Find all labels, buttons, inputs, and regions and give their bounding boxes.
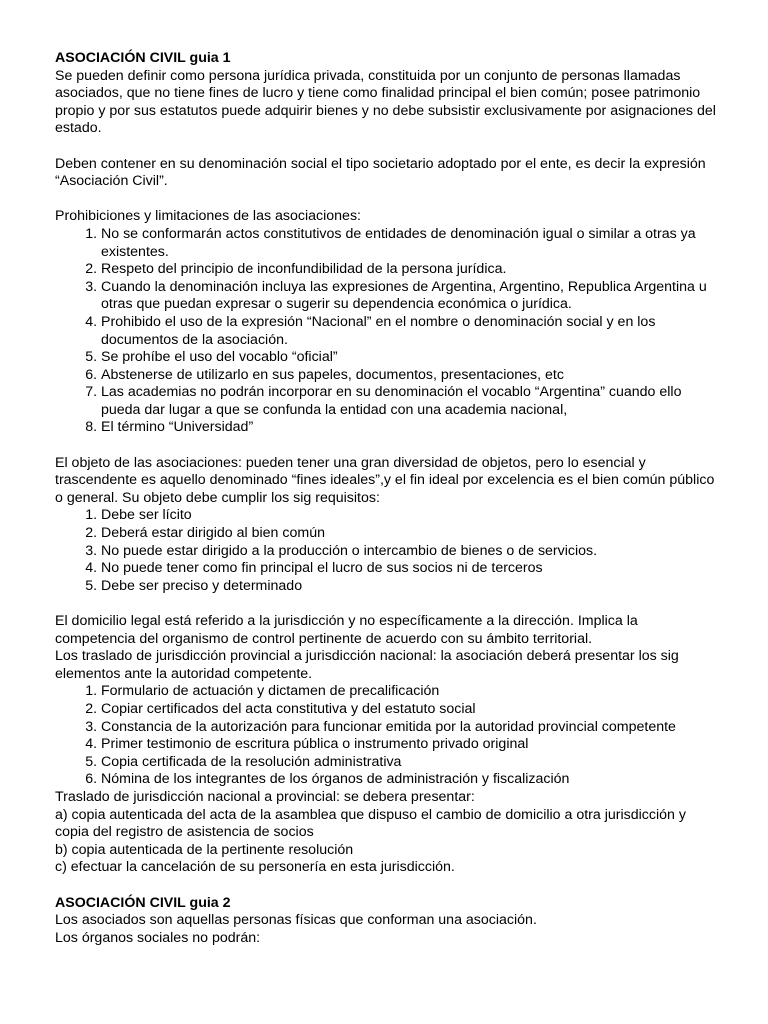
list-item: 5. Debe ser preciso y determinado <box>101 578 718 596</box>
objeto-paragraph: El objeto de las asociaciones: pueden tener una gran diversidad de objetos, pero lo esencial y trascendente es aquello denominado “fines ideales”,y el fin ideal por excelencia es el bien común público o general. Su objeto debe cumplir los sig requisitos: <box>55 454 715 506</box>
list-item: 1. Debe ser lícito <box>101 507 718 525</box>
organos-paragraph: Los órganos sociales no podrán: <box>55 929 261 946</box>
list-item: 2. Respeto del principio de inconfundibilidad de la persona jurídica. <box>101 261 718 279</box>
list-item: 3. Constancia de la autorización para funcionar emitida por la autoridad provincial competente <box>101 719 718 737</box>
traslado-nacional-paragraph: Traslado de jurisdicción nacional a provincial: se debera presentar: <box>55 788 475 805</box>
elementos-list <box>55 683 718 789</box>
asociados-paragraph: Los asociados son aquellas personas físicas que conforman una asociación. <box>55 912 537 929</box>
spacer <box>55 877 718 895</box>
list-item: 8. El término “Universidad” <box>101 419 718 437</box>
list-item: 3. Cuando la denominación incluya las expresiones de Argentina, Argentino, Republica Argentina u otras que puedan expresar o sugerir su dependencia económica o jurídica. <box>101 279 718 314</box>
list-item: 1. Formulario de actuación y dictamen de precalificación <box>101 683 718 701</box>
list-item: 5. Se prohíbe el uso del vocablo “oficial” <box>101 349 718 367</box>
list-item: 2. Deberá estar dirigido al bien común <box>101 525 718 543</box>
item-b: b) copia autenticada de la pertinente resolución <box>55 841 354 858</box>
list-item: 1. No se conformarán actos constitutivos de entidades de denominación igual o similar a otras ya existentes. <box>101 226 718 261</box>
denominacion-paragraph: Deben contener en su denominación social el tipo societario adoptado por el ente, es decir la expresión “Asociación Civil”. <box>55 155 706 190</box>
list-item: 6. Abstenerse de utilizarlo en sus papeles, documentos, presentaciones, etc <box>101 367 718 385</box>
list-item: 4. Prohibido el uso de la expresión “Nacional” en el nombre o denominación social y en los documentos de la asociación. <box>101 314 718 349</box>
spacer <box>55 595 718 613</box>
list-item: 4. Primer testimonio de escritura pública o instrumento privado original <box>101 736 718 754</box>
list-item: 5. Copia certificada de la resolución administrativa <box>101 754 718 772</box>
prohibiciones-list <box>55 226 718 437</box>
list-item: 7. Las academias no podrán incorporar en su denominación el vocablo “Argentina” cuando ello pueda dar lugar a que se confunda la entidad con una academia nacional, <box>101 384 718 419</box>
traslado-provincial-paragraph: Los traslado de jurisdicción provincial a jurisdicción nacional: la asociación deberá presentar los sig elementos ante la autoridad competente. <box>55 648 679 682</box>
list-item: 2. Copiar certificados del acta constitutiva y del estatuto social <box>101 701 718 719</box>
list-item: 6. Nómina de los integrantes de los órganos de administración y fiscalización <box>101 771 718 789</box>
list-item: 3. No puede estar dirigido a la producción o intercambio de bienes o de servicios. <box>101 543 718 561</box>
spacer <box>55 191 718 209</box>
spacer <box>55 437 718 455</box>
section-heading-guia-2: ASOCIACIÓN CIVIL guia 2 <box>55 894 231 911</box>
item-a: a) copia autenticada del acta de la asamblea que dispuso el cambio de domicilio a otra jurisdicción y copia del registro de asistencia de socios <box>55 806 686 841</box>
prohibiciones-title: Prohibiciones y limitaciones de las asociaciones: <box>55 208 361 225</box>
spacer <box>55 138 718 156</box>
domicilio-paragraph: El domicilio legal está referido a la jurisdicción y no específicamente a la dirección. Implica la competencia del organismo de control pertinente de acuerdo con su ámbito territorial. <box>55 613 638 647</box>
list-item: 4. No puede tener como fin principal el lucro de sus socios ni de terceros <box>101 560 718 578</box>
definition-paragraph: Se pueden definir como persona jurídica privada, constituida por un conjunto de personas llamadas asociados, que no tiene fines de lucro y tiene como finalidad principal el bien común; posee patrimonio propio y por sus estatutos puede adquirir bienes y no debe subsistir exclusivamente por asignaciones del estado. <box>55 67 716 137</box>
section-heading-guia-1: ASOCIACIÓN CIVIL guia 1 <box>55 50 231 66</box>
item-c: c) efectuar la cancelación de su personería en esta jurisdicción. <box>55 859 455 876</box>
requisitos-list <box>55 507 718 595</box>
